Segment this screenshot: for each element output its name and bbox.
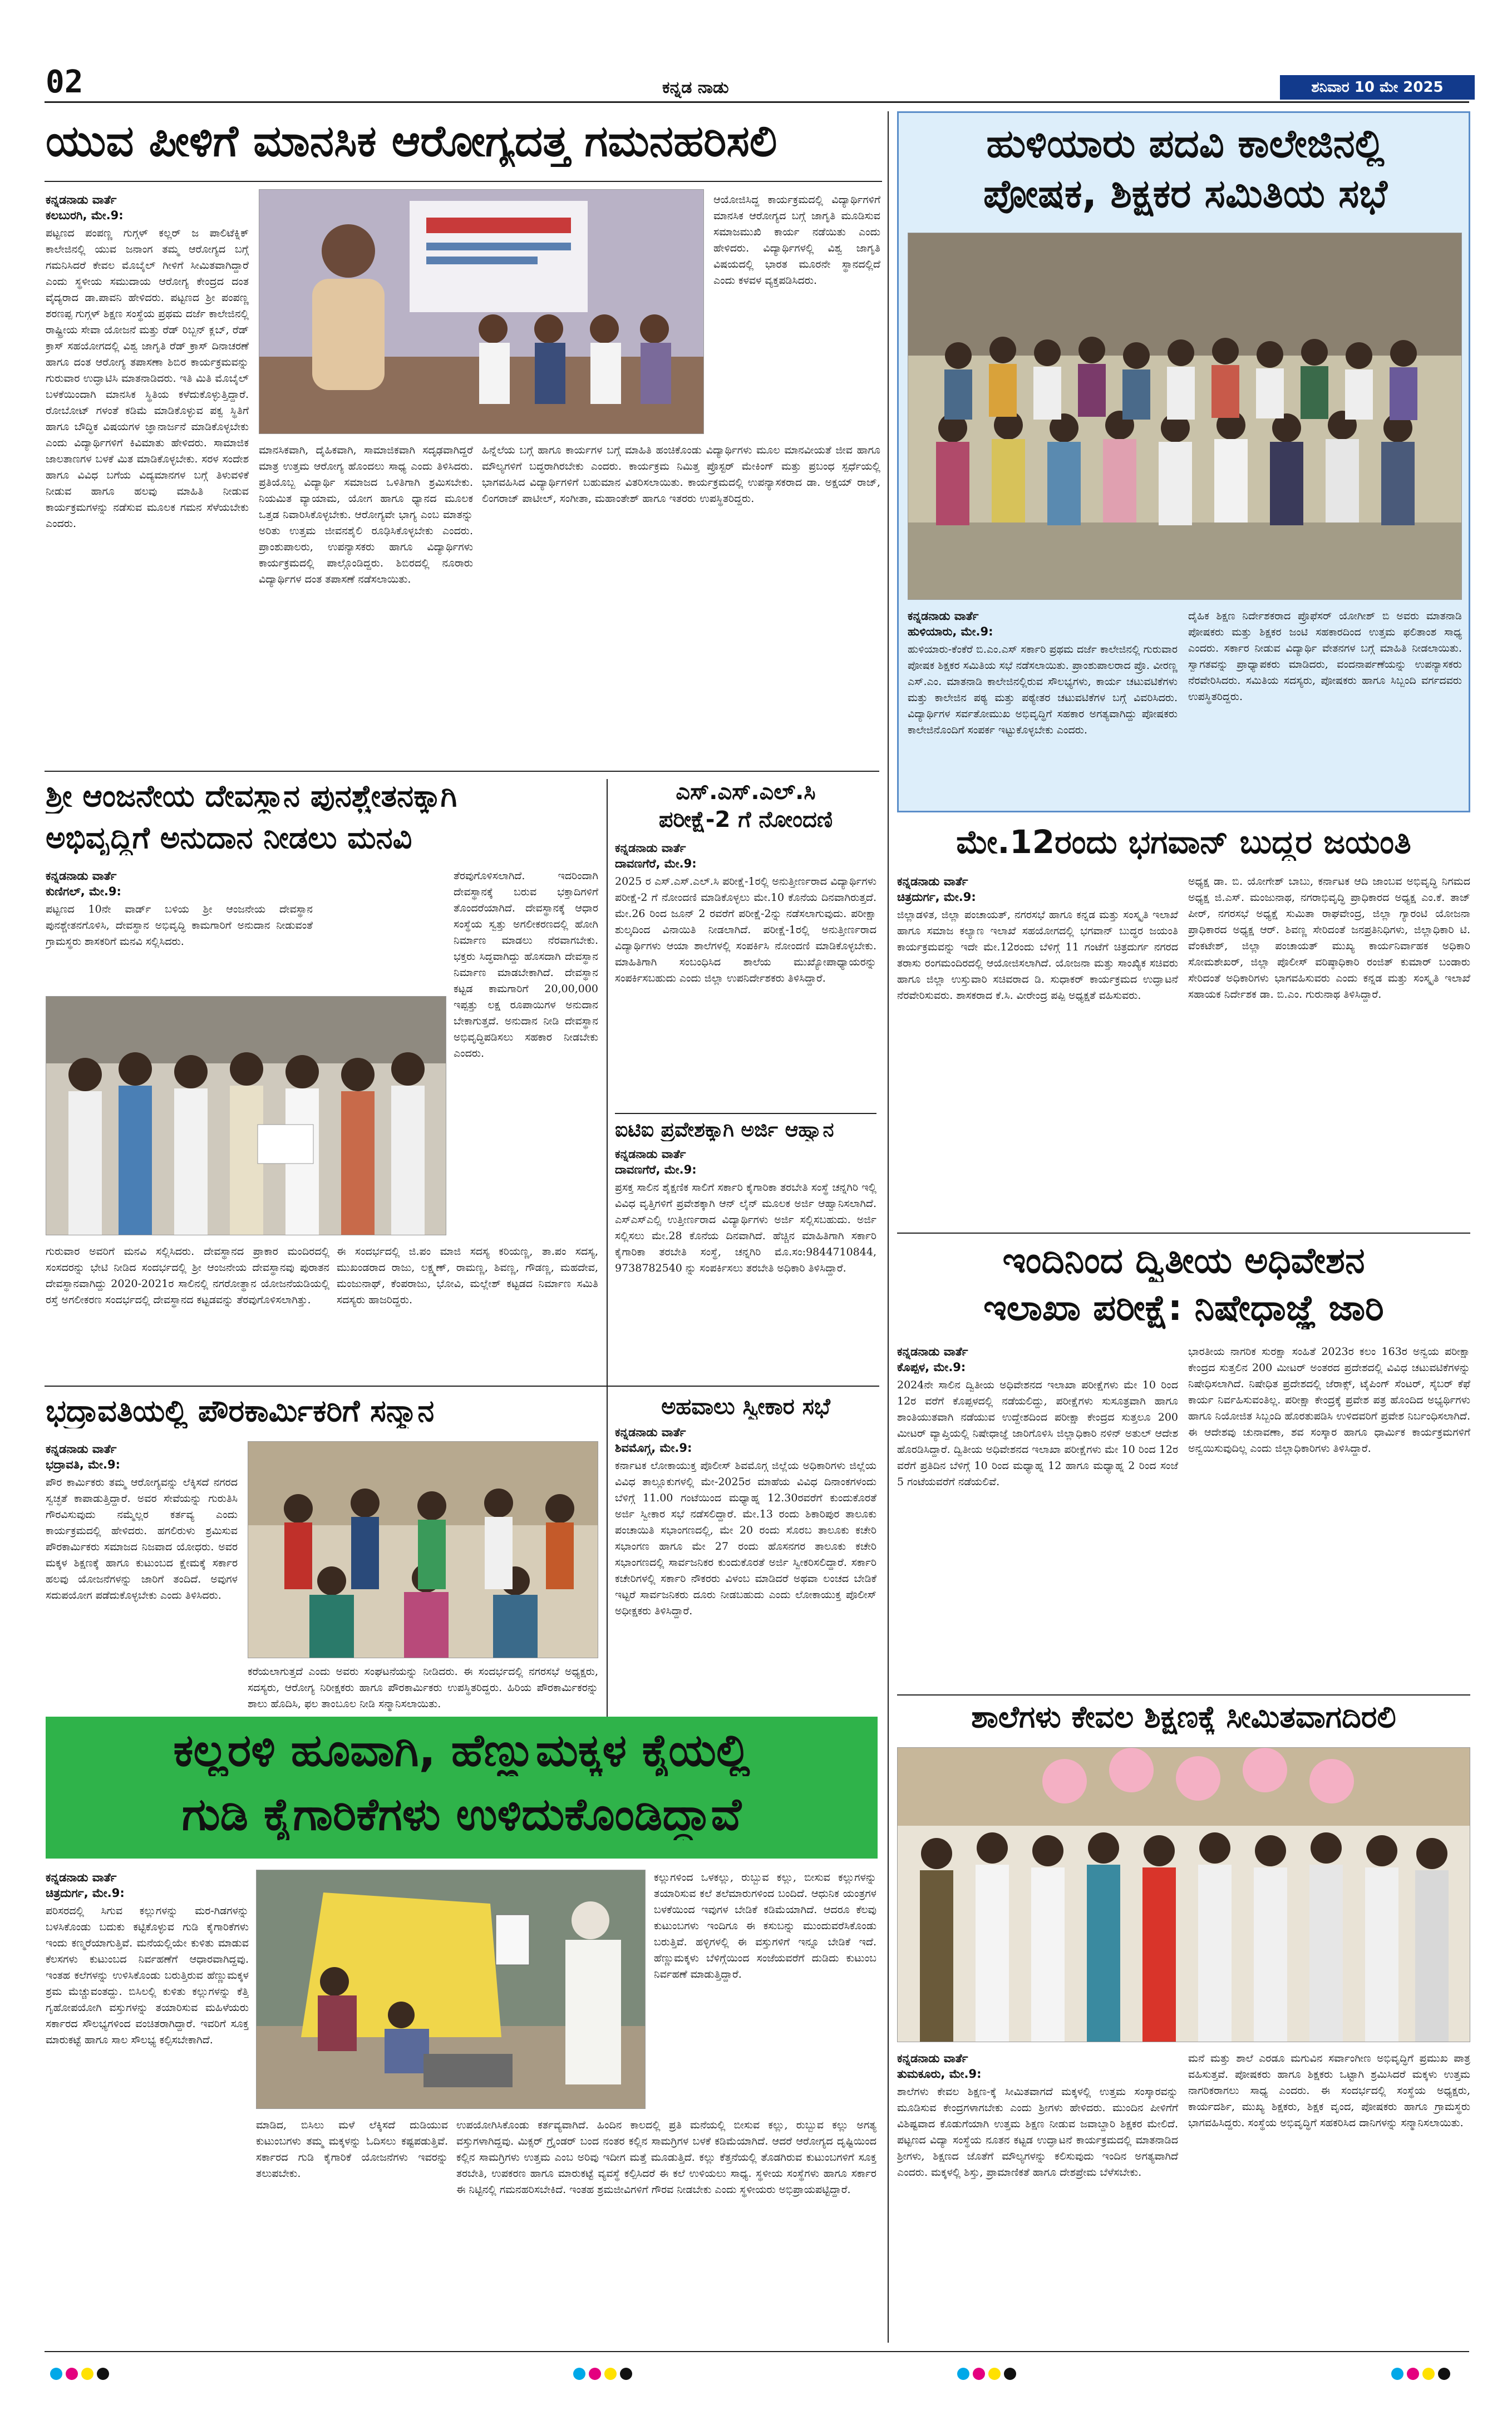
- dateline: ದಾವಣಗೆರೆ, ಮೇ.9:: [615, 857, 697, 870]
- huliyar-body-2: ದೈಹಿಕ ಶಿಕ್ಷಣ ನಿರ್ದೇಶಕರಾದ ಪ್ರೊಫೆಸರ್ ಯೋಗೀಶ್ ಬಿ ಅವರು ಮಾತನಾಡಿ ಪೋಷಕರು ಮತ್ತು ಶಿಕ್ಷಕರ ಜಂಟಿ ಸಹಕಾರದಿಂದ ಉತ್ತಮ ಫಲಿತಾಂಶ ಸಾಧ್ಯ ಎಂದರು. ಸರ್ಕಾರ ನೀಡುವ ವಿದ್ಯಾರ್ಥಿ ವೇತನಗಳ ಬಗ್ಗೆ ಮಾಹಿತಿ ನೀಡಲಾಯಿತು. ಸ್ವಾಗತವನ್ನು ಪ್ರಾಧ್ಯಾಪಕರು ಮಾಡಿದರು, ವಂದನಾರ್ಪಣೆಯನ್ನು ಉಪನ್ಯಾಸಕರು ನೆರವೇರಿಸಿದರು. ಸಮಿತಿಯ ಸದಸ್ಯರು, ಪೋಷಕರು ಹಾಗೂ ಸಿಬ್ಬಂದಿ ವರ್ಗದವರು ಉಪಸ್ಥಿತರಿದ್ದರು.: [1188, 610, 1462, 703]
- yellow-registration-dot: [604, 2368, 617, 2380]
- exam-body-1: 2024ನೇ ಸಾಲಿನ ದ್ವಿತೀಯ ಅಧಿವೇಶನದ ಇಲಾಖಾ ಪರೀಕ್ಷೆಗಳು ಮೇ 10 ರಿಂದ 12ರ ವರೆಗೆ ಕೊಪ್ಪಳದಲ್ಲಿ ನಡೆಯಲಿದ್ದು, ಪರೀಕ್ಷೆಗಳು ಸುಸೂತ್ರವಾಗಿ ಹಾಗೂ ಶಾಂತಿಯುತವಾಗಿ ನಡೆಯುವ ಉದ್ದೇಶದಿಂದ ಪರೀಕ್ಷಾ ಕೇಂದ್ರದ ಸುತ್ತಲೂ 200 ಮೀಟರ್ ವ್ಯಾಪ್ತಿಯಲ್ಲಿ ನಿಷೇಧಾಜ್ಞೆ ಜಾರಿಗೊಳಿಸಿ ಜಿಲ್ಲಾಧಿಕಾರಿ ನಳಿನ್ ಅತುಲ್ ಆದೇಶ ಹೊರಡಿಸಿದ್ದಾರೆ. ದ್ವಿತೀಯ ಅಧಿವೇಶನದ ಇಲಾಖಾ ಪರೀಕ್ಷೆಗಳು ಮೇ 10 ರಿಂದ 12ರ ವರೆಗೆ ಪ್ರತಿದಿನ ಬೆಳಿಗ್ಗೆ 10 ರಿಂದ ಮಧ್ಯಾಹ್ನ 12 ಹಾಗೂ ಮಧ್ಯಾಹ್ನ 2 ರಿಂದ ಸಂಜೆ 5 ಗಂಟೆಯವರೆಗೆ ನಡೆಯಲಿವೆ.: [897, 1379, 1178, 1488]
- buddha-body-2: ಅಧ್ಯಕ್ಷ ಡಾ. ಬಿ. ಯೋಗೇಶ್ ಬಾಬು, ಕರ್ನಾಟಕ ಆದಿ ಜಾಂಬವ ಅಭಿವೃದ್ಧಿ ನಿಗಮದ ಅಧ್ಯಕ್ಷ ಜಿ.ಎಸ್. ಮಂಜುನಾಥ, ನಗರಾಭಿವೃದ್ಧಿ ಪ್ರಾಧಿಕಾರದ ಅಧ್ಯಕ್ಷ ಎಂ.ಕೆ. ತಾಜ್ ಪೀರ್, ನಗರಸಭೆ ಅಧ್ಯಕ್ಷೆ ಸುಮಿತಾ ರಾಘವೇಂದ್ರ, ಜಿಲ್ಲಾ ಗ್ಯಾರಂಟಿ ಯೋಜನಾ ಪ್ರಾಧಿಕಾರದ ಅಧ್ಯಕ್ಷ ಆರ್. ಶಿವಣ್ಣ ಸೇರಿದಂತೆ ಜನಪ್ರತಿನಿಧಿಗಳು, ಜಿಲ್ಲಾಧಿಕಾರಿ ಟಿ. ವೆಂಕಟೇಶ್, ಜಿಲ್ಲಾ ಪಂಚಾಯತ್ ಮುಖ್ಯ ಕಾರ್ಯನಿರ್ವಾಹಕ ಅಧಿಕಾರಿ ಸೋಮಶೇಖರ್, ಜಿಲ್ಲಾ ಪೊಲೀಸ್ ವರಿಷ್ಠಾಧಿಕಾರಿ ರಂಜಿತ್ ಕುಮಾರ್ ಬಂಡಾರು ಸೇರಿದಂತೆ ಅಧಿಕಾರಿಗಳು ಭಾಗವಹಿಸುವರು ಎಂದು ಕನ್ನಡ ಮತ್ತು ಸಂಸ್ಕೃತಿ ಇಲಾಖೆ ಸಹಾಯಕ ನಿರ್ದೇಶಕ ಡಾ. ಬಿ.ಎಂ. ಗುರುನಾಥ ತಿಳಿಸಿದ್ದಾರೆ.: [1188, 875, 1470, 1001]
- report-body: ಕರ್ನಾಟಕ ಲೋಕಾಯುಕ್ತ ಪೊಲೀಸ್ ಶಿವಮೊಗ್ಗ ಜಿಲ್ಲೆಯ ಅಧಿಕಾರಿಗಳು ಜಿಲ್ಲೆಯ ವಿವಿಧ ತಾಲ್ಲೂಕುಗಳಲ್ಲಿ ಮೇ-2025ರ ಮಾಹೆಯ ವಿವಿಧ ದಿನಾಂಕಗಳಂದು ಬೆಳಿಗ್ಗೆ 11.00 ಗಂಟೆಯಿಂದ ಮಧ್ಯಾಹ್ನ 12.30ರವರೆಗೆ ಕುಂದುಕೊರತೆ ಅರ್ಜಿ ಸ್ವೀಕಾರ ಸಭೆ ನಡೆಸಲಿದ್ದಾರೆ. ಮೇ.13 ರಂದು ಶಿಕಾರಿಪುರ ತಾಲೂಕು ಪಂಚಾಯಿತಿ ಸಭಾಂಗಣದಲ್ಲಿ, ಮೇ 20 ರಂದು ಸೊರಬ ತಾಲೂಕು ಕಚೇರಿ ಸಭಾಂಗಣ ಹಾಗೂ ಮೇ 27 ರಂದು ಹೊಸನಗರ ತಾಲೂಕು ಕಚೇರಿ ಸಭಾಂಗಣದಲ್ಲಿ ಸಾರ್ವಜನಿಕರ ಕುಂದುಕೊರತೆ ಅರ್ಜಿ ಸ್ವೀಕರಿಸಲಿದ್ದಾರೆ. ಸರ್ಕಾರಿ ಕಚೇರಿಗಳಲ್ಲಿ ಸರ್ಕಾರಿ ನೌಕರರು ವಿಳಂಬ ಮಾಡಿದರೆ ಅಥವಾ ಲಂಚದ ಬೇಡಿಕೆ ಇಟ್ಟರೆ ಸಾರ್ವಜನಿಕರು ದೂರು ನೀಡಬಹುದು ಎಂದು ಲೋಕಾಯುಕ್ತ ಪೊಲೀಸ್ ಅಧೀಕ್ಷಕರು ತಿಳಿಸಿದ್ದಾರೆ.: [615, 1460, 876, 1617]
- exam-headline-2: ಇಲಾಖಾ ಪರೀಕ್ಷೆ: ನಿಷೇಧಾಜ್ಞೆ ಜಾರಿ: [983, 1288, 1384, 1329]
- exam-headline-1: ಇಂದಿನಿಂದ ದ್ವಿತೀಯ ಅಧಿವೇಶನ: [1002, 1241, 1365, 1282]
- pottery-byline: [46, 1870, 249, 1901]
- report-headline: ಅಹವಾಲು ಸ್ವೀಕಾರ ಸಭೆ: [661, 1394, 830, 1420]
- youth-body-2: ಆಯೋಜಿಸಿದ್ದ ಕಾರ್ಯಕ್ರಮದಲ್ಲಿ ವಿದ್ಯಾರ್ಥಿಗಳಿಗೆ ಮಾನಸಿಕ ಆರೋಗ್ಯದ ಬಗ್ಗೆ ಜಾಗೃತಿ ಮೂಡಿಸುವ ಸಮಾಜಮುಖಿ ಕಾರ್ಯ ನಡೆಯಿತು ಎಂದು ಹೇಳಿದರು. ವಿದ್ಯಾರ್ಥಿಗಳಲ್ಲಿ ವಿಶ್ವ ಜಾಗೃತಿ ವಿಷಯದಲ್ಲಿ ಭಾರತ ಮೂರನೇ ಸ್ಥಾನದಲ್ಲಿದೆ ಎಂದು ಕಳವಳ ವ್ಯಕ್ತಪಡಿಸಿದರು.: [713, 194, 880, 287]
- memorandum-photo-graphic: [46, 997, 446, 1235]
- bhadravathi-body-1: ಪೌರ ಕಾರ್ಮಿಕರು ತಮ್ಮ ಆರೋಗ್ಯವನ್ನು ಲೆಕ್ಕಿಸದೆ ನಗರದ ಸ್ವಚ್ಛತೆ ಕಾಪಾಡುತ್ತಿದ್ದಾರೆ. ಅವರ ಸೇವೆಯನ್ನು ಗುರುತಿಸಿ ಗೌರವಿಸುವುದು ನಮ್ಮೆಲ್ಲರ ಕರ್ತವ್ಯ ಎಂದು ಕಾರ್ಯಕ್ರಮದಲ್ಲಿ ಹೇಳಿದರು. ಹಗಲಿರುಳು ಶ್ರಮಿಸುವ ಪೌರಕಾರ್ಮಿಕರು ಸಮಾಜದ ನಿಜವಾದ ಯೋಧರು. ಅವರ ಮಕ್ಕಳ ಶಿಕ್ಷಣಕ್ಕೆ ಹಾಗೂ ಕುಟುಂಬದ ಕ್ಷೇಮಕ್ಕೆ ಸರ್ಕಾರ ಹಲವು ಯೋಜನೆಗಳನ್ನು ಜಾರಿಗೆ ತಂದಿದೆ. ಅವುಗಳ ಸದುಪಯೋಗ ಪಡೆದುಕೊಳ್ಳಬೇಕು ಎಂದು ತಿಳಿಸಿದರು.: [46, 1476, 238, 1601]
- black-registration-dot: [1004, 2368, 1016, 2380]
- youth-photo: [259, 189, 704, 434]
- header-rule: [45, 101, 1469, 103]
- byline: ಕನ್ನಡನಾಡು ವಾರ್ತೆ: [897, 1345, 968, 1358]
- registration-marks-left: [50, 2368, 117, 2380]
- iti-rule: [615, 1113, 876, 1114]
- yellow-registration-dot: [81, 2368, 93, 2380]
- huliyar-headline-1: ಹುಳಿಯಾರು ಪದವಿ ಕಾಲೇಜಿನಲ್ಲಿ: [986, 121, 1385, 166]
- dateline: ದಾವಣಗೆರೆ, ಮೇ.9:: [615, 1163, 697, 1176]
- pottery-headline-1: ಕಲ್ಲರಳಿ ಹೂವಾಗಿ, ಹೆಣ್ಣುಮಕ್ಕಳ ಕೈಯಲ್ಲಿ: [173, 1725, 750, 1776]
- bhadravathi-headline: ಭದ್ರಾವತಿಯಲ್ಲಿ ಪೌರಕಾರ್ಮಿಕರಿಗೆ ಸನ್ಮಾನ: [46, 1394, 435, 1428]
- cyan-registration-dot: [50, 2368, 62, 2380]
- dateline: ತುಮಕೂರು, ಮೇ.9:: [897, 2067, 982, 2081]
- mid-rule-left: [45, 771, 879, 772]
- youth-rule: [45, 181, 882, 182]
- page-header: [0, 0, 1512, 103]
- dateline: ಶಿವಮೊಗ್ಗ, ಮೇ.9:: [615, 1441, 692, 1455]
- anjaneya-body-3: ತೆರವುಗೊಳಿಸಲಾಗಿದೆ. ಇದರಿಂದಾಗಿ ದೇವಸ್ಥಾನಕ್ಕೆ ಬರುವ ಭಕ್ತಾದಿಗಳಿಗೆ ತೊಂದರೆಯಾಗಿದೆ. ದೇವಸ್ಥಾನಕ್ಕೆ ಆಧಾರ ಸಂಸ್ಥೆಯ ಸ್ವತ್ತು ಅಗಲೀಕರಣದಲ್ಲಿ ಹೋಗಿ ನಿರ್ಮಾಣ ಮಾಡಲು ನೆರವಾಗಬೇಕು. ಭಕ್ತರು ಸಿದ್ಧವಾಗಿದ್ದು ಹೊಸದಾಗಿ ದೇವಸ್ಥಾನ ನಿರ್ಮಾಣ ಮಾಡಬೇಕಾಗಿದೆ. ದೇವಸ್ಥಾನ ಕಟ್ಟಡ ಕಾಮಗಾರಿಗೆ 20,00,000 ಇಪ್ಪತ್ತು ಲಕ್ಷ ರೂಪಾಯಿಗಳ ಅನುದಾನ ಬೇಕಾಗುತ್ತದೆ. ಅನುದಾನ ನೀಡಿ ದೇವಸ್ಥಾನ ಅಭಿವೃದ್ಧಿಪಡಿಸಲು ಸಹಕಾರ ನೀಡಬೇಕು ಎಂದರು.: [454, 870, 598, 1059]
- schools-body-2: ಮನೆ ಮತ್ತು ಶಾಲೆ ಎರಡೂ ಮಗುವಿನ ಸರ್ವಾಂಗೀಣ ಅಭಿವೃದ್ಧಿಗೆ ಪ್ರಮುಖ ಪಾತ್ರ ವಹಿಸುತ್ತವೆ. ಪೋಷಕರು ಹಾಗೂ ಶಿಕ್ಷಕರು ಒಟ್ಟಾಗಿ ಶ್ರಮಿಸಿದರೆ ಮಕ್ಕಳು ಉತ್ತಮ ನಾಗರಿಕರಾಗಲು ಸಾಧ್ಯ ಎಂದರು. ಈ ಸಂದರ್ಭದಲ್ಲಿ ಸಂಸ್ಥೆಯ ಅಧ್ಯಕ್ಷರು, ಕಾರ್ಯದರ್ಶಿ, ಮುಖ್ಯ ಶಿಕ್ಷಕರು, ಶಿಕ್ಷಕ ವೃಂದ, ಪೋಷಕರು ಹಾಗೂ ಗ್ರಾಮಸ್ಥರು ಭಾಗವಹಿಸಿದ್ದರು. ಸಂಸ್ಥೆಯ ಅಭಿವೃದ್ಧಿಗೆ ಸಹಕರಿಸಿದ ದಾನಿಗಳನ್ನು ಸನ್ಮಾನಿಸಲಾಯಿತು.: [1188, 2052, 1470, 2129]
- huliyar-body-1: ಹುಳಿಯಾರು-ಕೆಂಕೆರೆ ಬಿ.ಎಂ.ಎಸ್ ಸರ್ಕಾರಿ ಪ್ರಥಮ ದರ್ಜೆ ಕಾಲೇಜಿನಲ್ಲಿ ಗುರುವಾರ ಪೋಷಕ ಶಿಕ್ಷಕರ ಸಮಿತಿಯ ಸಭೆ ನಡೆಸಲಾಯಿತು. ಪ್ರಾಂಶುಪಾಲರಾದ ಪ್ರೊ. ವೀರಣ್ಣ ಎಸ್.ಎಂ. ಮಾತನಾಡಿ ಕಾಲೇಜಿನಲ್ಲಿರುವ ಸೌಲಭ್ಯಗಳು, ಕಾರ್ಯ ಚಟುವಟಿಕೆಗಳು ಮತ್ತು ಕಾಲೇಜಿನ ಪಠ್ಯ ಮತ್ತು ಪಠ್ಯೇತರ ಚಟುವಟಿಕೆಗಳ ಬಗ್ಗೆ ವಿವರಿಸಿದರು. ವಿದ್ಯಾರ್ಥಿಗಳ ಸರ್ವತೋಮುಖ ಅಭಿವೃದ್ಧಿಗೆ ಸಹಕಾರ ಅಗತ್ಯವಾಗಿದ್ದು ಪೋಷಕರು ಕಾಲೇಜಿನೊಂದಿಗೆ ಸಂಪರ್ಕ ಇಟ್ಟುಕೊಳ್ಳಬೇಕು ಎಂದರು.: [908, 643, 1178, 736]
- iti-body: ಪ್ರಸಕ್ತ ಸಾಲಿನ ಶೈಕ್ಷಣಿಕ ಸಾಲಿಗೆ ಸರ್ಕಾರಿ ಕೈಗಾರಿಕಾ ತರಬೇತಿ ಸಂಸ್ಥೆ ಚನ್ನಗಿರಿ ಇಲ್ಲಿ ವಿವಿಧ ವೃತ್ತಿಗಳಿಗೆ ಪ್ರವೇಶಕ್ಕಾಗಿ ಆನ್ ಲೈನ್ ಮೂಲಕ ಅರ್ಜಿ ಆಹ್ವಾನಿಸಲಾಗಿದೆ. ಎಸ್ಎಸ್ಎಲ್ಸಿ ಉತ್ತೀರ್ಣರಾದ ವಿದ್ಯಾರ್ಥಿಗಳು ಅರ್ಜಿ ಸಲ್ಲಿಸಬಹುದು. ಅರ್ಜಿ ಸಲ್ಲಿಸಲು ಮೇ.28 ಕೊನೆಯ ದಿನವಾಗಿದೆ. ಹೆಚ್ಚಿನ ಮಾಹಿತಿಗಾಗಿ ಸರ್ಕಾರಿ ಕೈಗಾರಿಕಾ ತರಬೇತಿ ಸಂಸ್ಥೆ, ಚನ್ನಗಿರಿ ಮೊ.ಸಂ:9844710844, 9738782540 ನ್ನು ಸಂಪರ್ಕಿಸಲು ತರಬೇತಿ ಅಧಿಕಾರಿ ತಿಳಿಸಿದ್ದಾರೆ.: [615, 1181, 876, 1274]
- school-inauguration-photo-graphic: [898, 1748, 1470, 2042]
- exam-body-2: ಭಾರತೀಯ ನಾಗರಿಕ ಸುರಕ್ಷಾ ಸಂಹಿತೆ 2023ರ ಕಲಂ 163ರ ಅನ್ವಯ ಪರೀಕ್ಷಾ ಕೇಂದ್ರದ ಸುತ್ತಲಿನ 200 ಮೀಟರ್ ಅಂತರದ ಪ್ರದೇಶದಲ್ಲಿ ವಿವಿಧ ಚಟುವಟಿಕೆಗಳನ್ನು ನಿಷೇಧಿಸಲಾಗಿದೆ. ನಿಷೇಧಿತ ಪ್ರದೇಶದಲ್ಲಿ ಜೆರಾಕ್ಸ್, ಟೈಪಿಂಗ್ ಸೆಂಟರ್, ಸೈಬರ್ ಕೆಫೆ ಕಾರ್ಯ ನಿರ್ವಹಿಸುವಂತಿಲ್ಲ. ಪರೀಕ್ಷಾ ಕೇಂದ್ರಕ್ಕೆ ಪ್ರವೇಶ ಪತ್ರ ಹೊಂದಿದ ಅಭ್ಯರ್ಥಿಗಳು ಹಾಗೂ ನಿಯೋಜಿತ ಸಿಬ್ಬಂದಿ ಹೊರತುಪಡಿಸಿ ಉಳಿದವರಿಗೆ ಪ್ರವೇಶ ನಿರ್ಬಂಧಿಸಲಾಗಿದೆ. ಈ ಆದೇಶವು ಚುನಾವಣಾ, ಶವ ಸಂಸ್ಕಾರ ಹಾಗೂ ಧಾರ್ಮಿಕ ಕಾರ್ಯಕ್ರಮಗಳಿಗೆ ಅನ್ವಯಿಸುವುದಿಲ್ಲ ಎಂದು ಜಿಲ್ಲಾಧಿಕಾರಿಗಳು ತಿಳಿಸಿದ್ದಾರೆ.: [1188, 1346, 1470, 1455]
- stone-work-photo-graphic: [257, 1870, 646, 2109]
- black-registration-dot: [1438, 2368, 1450, 2380]
- pottery-body-3: ಮಾಡಿದ, ಬಿಸಿಲು ಮಳೆ ಲೆಕ್ಕಿಸದೆ ದುಡಿಯುವ ಕುಟುಂಬಗಳು ತಮ್ಮ ಮಕ್ಕಳನ್ನು ಓದಿಸಲು ಕಷ್ಟಪಡುತ್ತಿವೆ. ಸರ್ಕಾರದ ಗುಡಿ ಕೈಗಾರಿಕೆ ಯೋಜನೆಗಳು ಇವರನ್ನು ತಲುಪಬೇಕು.: [256, 2119, 448, 2180]
- dateline: ಕೊಪ್ಪಳ, ಮೇ.9:: [897, 1361, 966, 1374]
- report-byline: [615, 1425, 876, 1456]
- yellow-registration-dot: [1422, 2368, 1435, 2380]
- byline: ಕನ್ನಡನಾಡು ವಾರ್ತೆ: [615, 1147, 686, 1161]
- bhadravathi-byline: [46, 1441, 238, 1472]
- schools-photo: [897, 1747, 1470, 2042]
- pottery-headline-2: ಗುಡಿ ಕೈಗಾರಿಕೆಗಳು ಉಳಿದುಕೊಂಡಿದ್ದಾವೆ: [181, 1789, 742, 1840]
- bhadravathi-photo: [248, 1441, 598, 1658]
- dateline: ಚಿತ್ರದುರ್ಗ, ಮೇ.9:: [46, 1886, 125, 1900]
- pottery-headline-band: [46, 1717, 878, 1859]
- yellow-registration-dot: [988, 2368, 1001, 2380]
- cyan-registration-dot: [573, 2368, 585, 2380]
- mid-rule-2: [45, 1386, 879, 1387]
- cyan-registration-dot: [1391, 2368, 1403, 2380]
- iti-headline: ಐಟಿಐ ಪ್ರವೇಶಕ್ಕಾಗಿ ಅರ್ಜಿ ಆಹ್ವಾನ: [615, 1118, 834, 1141]
- issue-date: ಶನಿವಾರ 10 ಮೇ 2025: [1280, 75, 1475, 100]
- youth-body-3: ಮಾನಸಿಕವಾಗಿ, ದೈಹಿಕವಾಗಿ, ಸಾಮಾಜಿಕವಾಗಿ ಸದೃಢವಾಗಿದ್ದರೆ ಮಾತ್ರ ಉತ್ತಮ ಆರೋಗ್ಯ ಹೊಂದಲು ಸಾಧ್ಯ ಎಂದು ತಿಳಿಸಿದರು. ಪ್ರತಿಯೊಬ್ಬ ವಿದ್ಯಾರ್ಥಿ ಸಮಾಜದ ಒಳಿತಿಗಾಗಿ ಶ್ರಮಿಸಬೇಕು. ನಿಯಮಿತ ವ್ಯಾಯಾಮ, ಯೋಗ ಹಾಗೂ ಧ್ಯಾನದ ಮೂಲಕ ಒತ್ತಡ ನಿವಾರಿಸಿಕೊಳ್ಳಬೇಕು. ಆರೋಗ್ಯವೇ ಭಾಗ್ಯ ಎಂಬ ಮಾತನ್ನು ಅರಿತು ಉತ್ತಮ ಜೀವನಶೈಲಿ ರೂಢಿಸಿಕೊಳ್ಳಬೇಕು ಎಂದರು. ಪ್ರಾಂಶುಪಾಲರು, ಉಪನ್ಯಾಸಕರು ಹಾಗೂ ವಿದ್ಯಾರ್ಥಿಗಳು ಕಾರ್ಯಕ್ರಮದಲ್ಲಿ ಪಾಲ್ಗೊಂಡಿದ್ದರು. ಶಿಬಿರದಲ್ಲಿ ನೂರಾರು ವಿದ್ಯಾರ್ಥಿಗಳ ದಂತ ತಪಾಸಣೆ ನಡೆಸಲಾಯಿತು.: [259, 444, 473, 585]
- anjaneya-byline: [46, 868, 313, 899]
- bhadravathi-body-2: ಕರೆಯಲಾಗುತ್ತದೆ ಎಂದು ಅವರು ಸಂಘಟನೆಯನ್ನು ನೀಡಿದರು. ಈ ಸಂದರ್ಭದಲ್ಲಿ ನಗರಸಭೆ ಅಧ್ಯಕ್ಷರು, ಸದಸ್ಯರು, ಆರೋಗ್ಯ ನಿರೀಕ್ಷಕರು ಹಾಗೂ ಪೌರಕಾರ್ಮಿಕರು ಉಪಸ್ಥಿತರಿದ್ದರು. ಹಿರಿಯ ಪೌರಕಾರ್ಮಿಕರನ್ನು ಶಾಲು ಹೊದಿಸಿ, ಫಲ ತಾಂಬೂಲ ನೀಡಿ ಸನ್ಮಾನಿಸಲಾಯಿತು.: [248, 1665, 598, 1710]
- buddha-byline: [897, 874, 1175, 905]
- seminar-photo-graphic: [259, 190, 704, 434]
- footer-rule: [45, 2351, 1469, 2352]
- dateline: ಭದ್ರಾವತಿ, ಮೇ.9:: [46, 1458, 120, 1471]
- byline: ಕನ್ನಡನಾಡು ವಾರ್ತೆ: [897, 875, 968, 888]
- exam-byline: [897, 1344, 1175, 1375]
- col-rule-1: [607, 779, 608, 1725]
- dateline: ಕಲಬುರಗಿ, ಮೇ.9:: [46, 209, 124, 222]
- group-photo-graphic: [908, 233, 1462, 600]
- registration-marks-center: [573, 2368, 640, 2380]
- registration-marks-right: [1391, 2368, 1458, 2380]
- huliyar-byline: [908, 608, 1075, 639]
- black-registration-dot: [620, 2368, 632, 2380]
- byline: ಕನ್ನಡನಾಡು ವಾರ್ತೆ: [615, 1426, 686, 1439]
- dateline: ಕುಣಿಗಲ್, ಮೇ.9:: [46, 885, 121, 898]
- byline: ಕನ್ನಡನಾಡು ವಾರ್ತೆ: [897, 2052, 968, 2065]
- schools-body-1: ಶಾಲೆಗಳು ಕೇವಲ ಶಿಕ್ಷಣ-ಕ್ಕೆ ಸೀಮಿತವಾಗದೆ ಮಕ್ಕಳಲ್ಲಿ ಉತ್ತಮ ಸಂಸ್ಕಾರವನ್ನು ಮೂಡಿಸುವ ಕೇಂದ್ರಗಳಾಗಬೇಕು ಎಂದು ಶ್ರೀಗಳು ಹೇಳಿದರು. ಮುಂದಿನ ಪೀಳಿಗೆಗೆ ವಿಶಿಷ್ಟವಾದ ಕೊಡುಗೆಯಾಗಿ ಉತ್ತಮ ಶಿಕ್ಷಣ ನೀಡುವ ಜವಾಬ್ದಾರಿ ಶಿಕ್ಷಕರ ಮೇಲಿದೆ. ಪಟ್ಟಣದ ವಿದ್ಯಾ ಸಂಸ್ಥೆಯ ನೂತನ ಕಟ್ಟಡ ಉದ್ಘಾಟನೆ ಕಾರ್ಯಕ್ರಮದಲ್ಲಿ ಮಾತನಾಡಿದ ಶ್ರೀಗಳು, ಶಿಕ್ಷಣದ ಜೊತೆಗೆ ಮೌಲ್ಯಗಳನ್ನು ಕಲಿಸುವುದು ಇಂದಿನ ಅಗತ್ಯವಾಗಿದೆ ಎಂದರು. ಮಕ್ಕಳಲ್ಲಿ ಶಿಸ್ತು, ಪ್ರಾಮಾಣಿಕತೆ ಹಾಗೂ ದೇಶಪ್ರೇಮ ಬೆಳೆಸಬೇಕು.: [897, 2086, 1178, 2179]
- dateline: ಹುಳಿಯಾರು, ಮೇ.9:: [908, 625, 993, 638]
- byline: ಕನ್ನಡನಾಡು ವಾರ್ತೆ: [46, 1871, 117, 1884]
- anjaneya-body-4: ಈ ಸಂದರ್ಭದಲ್ಲಿ ಜಿ.ಪಂ ಮಾಜಿ ಸದಸ್ಯ ಕರಿಯಣ್ಣ, ತಾ.ಪಂ ಸದಸ್ಯ, ಮುಖಂಡರಾದ ರಾಜು, ಲಕ್ಷ್ಮಣ್, ರಾಮಣ್ಣ, ಶಿವಣ್ಣ, ಗೌಡಣ್ಣ, ಮಹದೇವ, ಮಂಜುನಾಥ್, ಕೆಂಪರಾಜು, ಭೋವಿ, ಮಲ್ಲೇಶ್ ಕಟ್ಟಡದ ನಿರ್ಮಾಣ ಸಮಿತಿ ಸದಸ್ಯರು ಹಾಜರಿದ್ದರು.: [337, 1245, 598, 1306]
- exam-rule: [897, 1233, 1470, 1234]
- sslc-byline: [615, 840, 876, 871]
- youth-byline: [46, 192, 249, 223]
- pottery-body-1: ಪರಿಸರದಲ್ಲಿ ಸಿಗುವ ಕಲ್ಲುಗಳನ್ನು ಮರ-ಗಿಡಗಳನ್ನು ಬಳಸಿಕೊಂಡು ಬದುಕು ಕಟ್ಟಿಕೊಳ್ಳುವ ಗುಡಿ ಕೈಗಾರಿಕೆಗಳು ಇಂದು ಕಣ್ಮರೆಯಾಗುತ್ತಿವೆ. ಮನೆಯಲ್ಲಿಯೇ ಕುಳಿತು ಮಾಡುವ ಕೆಲಸಗಳು ಕುಟುಂಬದ ನಿರ್ವಹಣೆಗೆ ಆಧಾರವಾಗಿದ್ದವು. ಇಂತಹ ಕಲೆಗಳನ್ನು ಉಳಿಸಿಕೊಂಡು ಬರುತ್ತಿರುವ ಹೆಣ್ಣುಮಕ್ಕಳ ಶ್ರಮ ಮೆಚ್ಚುವಂತದ್ದು. ಬಿಸಿಲಲ್ಲಿ ಕುಳಿತು ಕಲ್ಲುಗಳನ್ನು ಕೆತ್ತಿ ಗೃಹೋಪಯೋಗಿ ವಸ್ತುಗಳನ್ನು ತಯಾರಿಸುವ ಮಹಿಳೆಯರು ಸರ್ಕಾರದ ಸೌಲಭ್ಯಗಳಿಂದ ವಂಚಿತರಾಗಿದ್ದಾರೆ. ಇವರಿಗೆ ಸೂಕ್ತ ಮಾರುಕಟ್ಟೆ ಹಾಗೂ ಸಾಲ ಸೌಲಭ್ಯ ಕಲ್ಪಿಸಬೇಕಾಗಿದೆ.: [46, 1905, 249, 2046]
- page-number: 02: [46, 64, 83, 100]
- byline: ಕನ್ನಡನಾಡು ವಾರ್ತೆ: [615, 841, 686, 855]
- byline: ಕನ್ನಡನಾಡು ವಾರ್ತೆ: [46, 1442, 117, 1456]
- magenta-registration-dot: [66, 2368, 78, 2380]
- byline: ಕನ್ನಡನಾಡು ವಾರ್ತೆ: [908, 609, 979, 623]
- anjaneya-headline-1: ಶ್ರೀ ಆಂಜನೇಯ ದೇವಸ್ಥಾನ ಪುನಶ್ಚೇತನಕ್ಕಾಗಿ: [46, 779, 457, 814]
- buddha-body-1: ಜಿಲ್ಲಾಡಳಿತ, ಜಿಲ್ಲಾ ಪಂಚಾಯತ್, ನಗರಸಭೆ ಹಾಗೂ ಕನ್ನಡ ಮತ್ತು ಸಂಸ್ಕೃತಿ ಇಲಾಖೆ ಹಾಗೂ ಸಮಾಜ ಕಲ್ಯಾಣ ಇಲಾಖೆ ಸಹಯೋಗದಲ್ಲಿ ಭಗವಾನ್ ಬುದ್ಧರ ಜಯಂತಿ ಕಾರ್ಯಕ್ರಮವನ್ನು ಇದೇ ಮೇ.12ರಂದು ಬೆಳಿಗ್ಗೆ 11 ಗಂಟೆಗೆ ಚಿತ್ರದುರ್ಗ ನಗರದ ತರಾಸು ರಂಗಮಂದಿರದಲ್ಲಿ ಆಯೋಜಿಸಲಾಗಿದೆ. ಯೋಜನಾ ಮತ್ತು ಸಾಂಖ್ಯಿಕ ಸಚಿವರು ಹಾಗೂ ಜಿಲ್ಲಾ ಉಸ್ತುವಾರಿ ಸಚಿವರಾದ ಡಿ. ಸುಧಾಕರ್ ಕಾರ್ಯಕ್ರಮದ ಉದ್ಘಾಟನೆ ನೆರವೇರಿಸುವರು. ಶಾಸಕರಾದ ಕೆ.ಸಿ. ವೀರೇಂದ್ರ ಪಪ್ಪಿ ಅಧ್ಯಕ್ಷತೆ ವಹಿಸುವರು.: [897, 909, 1178, 1002]
- byline: ಕನ್ನಡನಾಡು ವಾರ್ತೆ: [46, 869, 117, 883]
- sslc-headline-1: ಎಸ್.ಎಸ್.ಎಲ್.ಸಿ: [676, 779, 816, 805]
- black-registration-dot: [97, 2368, 109, 2380]
- magenta-registration-dot: [1407, 2368, 1419, 2380]
- buddha-headline: ಮೇ.12ರಂದು ಭಗವಾನ್ ಬುದ್ಧರ ಜಯಂತಿ: [956, 824, 1411, 861]
- registration-marks-center-right: [957, 2368, 1024, 2380]
- schools-rule: [897, 1694, 1470, 1696]
- sslc-headline-2: ಪರೀಕ್ಷೆ-2 ಗೆ ನೋಂದಣಿ: [658, 807, 833, 832]
- schools-headline: ಶಾಲೆಗಳು ಕೇವಲ ಶಿಕ್ಷಣಕ್ಕೆ ಸೀಮಿತವಾಗದಿರಲಿ: [971, 1700, 1396, 1734]
- sslc-body: 2025 ರ ಎಸ್.ಎಸ್.ಎಲ್.ಸಿ ಪರೀಕ್ಷೆ-1ರಲ್ಲಿ ಅನುತ್ತೀರ್ಣರಾದ ವಿದ್ಯಾರ್ಥಿಗಳು ಪರೀಕ್ಷೆ-2 ಗೆ ನೋಂದಣಿ ಮಾಡಿಕೊಳ್ಳಲು ಮೇ.10 ಕೊನೆಯ ದಿನವಾಗಿರುತ್ತದೆ. ಮೇ.26 ರಿಂದ ಜೂನ್ 2 ರವರೆಗೆ ಪರೀಕ್ಷೆ-2ನ್ನು ನಡೆಸಲಾಗುವುದು. ಪರೀಕ್ಷಾ ಶುಲ್ಕದಿಂದ ವಿನಾಯಿತಿ ನೀಡಲಾಗಿದೆ. ಪರೀಕ್ಷೆ-1ರಲ್ಲಿ ಅನುತ್ತೀರ್ಣರಾದ ವಿದ್ಯಾರ್ಥಿಗಳು ಆಯಾ ಶಾಲೆಗಳಲ್ಲಿ ಸಂಪರ್ಕಿಸಿ ನೋಂದಣಿ ಮಾಡಿಕೊಳ್ಳಬೇಕು. ಮಾಹಿತಿಗಾಗಿ ಸಂಬಂಧಿಸಿದ ಶಾಲೆಯ ಮುಖ್ಯೋಪಾಧ್ಯಾಯರನ್ನು ಸಂಪರ್ಕಿಸಬಹುದು ಎಂದು ಜಿಲ್ಲಾ ಉಪನಿರ್ದೇಶಕರು ತಿಳಿಸಿದ್ದಾರೆ.: [615, 875, 876, 984]
- youth-body-4: ಹಿನ್ನೆಲೆಯ ಬಗ್ಗೆ ಹಾಗೂ ಕಾರ್ಯಗಳ ಬಗ್ಗೆ ಮಾಹಿತಿ ಹಂಚಿಕೊಂಡು ವಿದ್ಯಾರ್ಥಿಗಳು ಮೂಲ ಮಾನವೀಯತೆ ಜೀವ ಹಾಗೂ ಮೌಲ್ಯಗಳಿಗೆ ಬದ್ಧರಾಗಿರಬೇಕು ಎಂದರು. ಕಾರ್ಯಕ್ರಮ ನಿಮಿತ್ತ ಪ್ರೊಸ್ಟರ್ ಮೇಕಿಂಗ್ ಮತ್ತು ಪ್ರಬಂಧ ಸ್ಪರ್ಧೆಯಲ್ಲಿ ಭಾಗವಹಿಸಿದ ವಿದ್ಯಾರ್ಥಿಗಳಿಗೆ ಬಹುಮಾನ ವಿತರಿಸಲಾಯಿತು. ಕಾರ್ಯಕ್ರಮದಲ್ಲಿ ಉಪನ್ಯಾಸಕರಾದ ಡಾ. ಅಕ್ಷಯ್ ರಾಜ್, ಲಿಂಗರಾಜ್ ಪಾಟೀಲ್, ಸಂಗೀತಾ, ಮಹಾಂತೇಶ್ ಹಾಗೂ ಇತರರು ಉಪಸ್ಥಿತರಿದ್ದರು.: [482, 444, 880, 505]
- cyan-registration-dot: [957, 2368, 969, 2380]
- magenta-registration-dot: [589, 2368, 601, 2380]
- col-rule-2: [888, 111, 889, 2343]
- anjaneya-headline-2: ಅಭಿವೃದ್ಧಿಗೆ ಅನುದಾನ ನೀಡಲು ಮನವಿ: [46, 821, 412, 855]
- huliyar-photo: [908, 233, 1462, 600]
- pottery-body-2: ಕಲ್ಲುಗಳಿಂದ ಒಳಕಲ್ಲು, ರುಬ್ಬುವ ಕಲ್ಲು, ಬೀಸುವ ಕಲ್ಲುಗಳನ್ನು ತಯಾರಿಸುವ ಕಲೆ ತಲೆಮಾರುಗಳಿಂದ ಬಂದಿದೆ. ಆಧುನಿಕ ಯಂತ್ರಗಳ ಬಳಕೆಯಿಂದ ಇವುಗಳ ಬೇಡಿಕೆ ಕಡಿಮೆಯಾಗಿದೆ. ಆದರೂ ಕೆಲವು ಕುಟುಂಬಗಳು ಇಂದಿಗೂ ಈ ಕಸುಬನ್ನು ಮುಂದುವರೆಸಿಕೊಂಡು ಬರುತ್ತಿವೆ. ಹಳ್ಳಿಗಳಲ್ಲಿ ಈ ವಸ್ತುಗಳಿಗೆ ಇನ್ನೂ ಬೇಡಿಕೆ ಇದೆ. ಹೆಣ್ಣುಮಕ್ಕಳು ಬೆಳಿಗ್ಗೆಯಿಂದ ಸಂಜೆಯವರೆಗೆ ದುಡಿದು ಕುಟುಂಬ ನಿರ್ವಹಣೆ ಮಾಡುತ್ತಿದ್ದಾರೆ.: [654, 1871, 876, 1980]
- anjaneya-body-1: ಪಟ್ಟಣದ 10ನೇ ವಾರ್ಡ್ ಬಳಿಯ ಶ್ರೀ ಆಂಜನೇಯ ದೇವಸ್ಥಾನ ಪುನಶ್ಚೇತನಗೊಳಿಸಿ, ದೇವಸ್ಥಾನ ಅಭಿವೃದ್ಧಿ ಕಾಮಗಾರಿಗೆ ಅನುದಾನ ನೀಡುವಂತೆ ಗ್ರಾಮಸ್ಥರು ಶಾಸಕರಿಗೆ ಮನವಿ ಸಲ್ಲಿಸಿದರು.: [46, 903, 313, 948]
- masthead: ಕನ್ನಡ ನಾಡು: [662, 78, 729, 97]
- huliyar-box: [897, 111, 1470, 812]
- magenta-registration-dot: [973, 2368, 985, 2380]
- dateline: ಚಿತ್ರದುರ್ಗ, ಮೇ.9:: [897, 890, 976, 904]
- iti-byline: [615, 1146, 876, 1177]
- youth-body-1: ಪಟ್ಟಣದ ಪಂಪಣ್ಣ ಗುಗ್ಗಳ್ ಕಲ್ಲರ್ ಜ ಪಾಲಿಟೆಕ್ನಿಕ್ ಕಾಲೇಜಿನಲ್ಲಿ ಯುವ ಜನಾಂಗ ತಮ್ಮ ಆರೋಗ್ಯದ ಬಗ್ಗೆ ಗಮನಿಸಿದರೆ ಕೇವಲ ಮೊಬೈಲ್ ಗೀಳಿಗೆ ಸೀಮಿತವಾಗಿದ್ದಾರೆ ಎಂದು ಸ್ಥಳೀಯ ಸಮುದಾಯ ಆರೋಗ್ಯ ಕೇಂದ್ರದ ದಂತ ವೈದ್ಯರಾದ ಡಾ.ಪಾವನಿ ಹೇಳಿದರು. ಪಟ್ಟಣದ ಶ್ರೀ ಪಂಪಣ್ಣ ಶರಣಪ್ಪ ಗುಗ್ಗಳ್ ಶಿಕ್ಷಣ ಸಂಸ್ಥೆಯ ಪ್ರಥಮ ದರ್ಜೆ ಕಾಲೇಜಿನಲ್ಲಿ ರಾಷ್ಟ್ರೀಯ ಸೇವಾ ಯೋಜನೆ ಮತ್ತು ರೆಡ್ ರಿಬ್ಬನ್ ಕ್ಲಬ್, ರೆಡ್ ಕ್ರಾಸ್ ಸಹಯೋಗದಲ್ಲಿ ವಿಶ್ವ ಜಾಗೃತಿ ರೆಡ್ ಕ್ರಾಸ್ ದಿನಾಚರಣೆ ಹಾಗೂ ದಂತ ಆರೋಗ್ಯ ತಪಾಸಣಾ ಶಿಬಿರ ಕಾರ್ಯಕ್ರಮವನ್ನು ಗುರುವಾರ ಉದ್ಘಾಟಿಸಿ ಮಾತನಾಡಿದರು. ಇತಿ ಮಿತಿ ಮೊಬೈಲ್ ಬಳಕೆಯಿಂದಾಗಿ ಮಾನಸಿಕ ಸ್ಥಿತಿಯ ಕಳೆದುಕೊಳ್ಳುತ್ತಿದ್ದಾರೆ. ರೋಬೋಟ್ ಗಳಂತೆ ಕಡಿಮೆ ಮಾಡಿಕೊಳ್ಳುವ ಪಕ್ವ ಸ್ಥಿತಿಗೆ ಹಾಗೂ ಬೌದ್ಧಿಕ ವಿಷಯಗಳ ಜ್ಞಾನಾರ್ಜನೆ ಮಾಡಿಕೊಳ್ಳಬೇಕು ಎಂದು ವಿದ್ಯಾರ್ಥಿಗಳಿಗೆ ಕಿವಿಮಾತು ಹೇಳಿದರು. ಸಾಮಾಜಿಕ ಜಾಲತಾಣಗಳ ಬಳಕೆ ಮಿತ ಮಾಡಿಕೊಳ್ಳಬೇಕು. ಸರಳ ಸಂದೇಶ ಹಾಗೂ ವಿವಿಧ ಬಗೆಯ ವಿದ್ಯಮಾನಗಳ ಬಗ್ಗೆ ತಿಳುವಳಿಕೆ ನೀಡುವ ಹಾಗೂ ಹಲವು ಮಾಹಿತಿ ನೀಡುವ ಕಾರ್ಯಕ್ರಮಗಳನ್ನು ನಡೆಸುವ ಮೂಲಕ ಗಮನ ಸೆಳೆಯಬೇಕು ಎಂದರು.: [46, 227, 249, 530]
- pottery-body-4: ಉಪಯೋಗಿಸಿಕೊಂಡು ಕರ್ತವ್ಯವಾಗಿದೆ. ಹಿಂದಿನ ಕಾಲದಲ್ಲಿ ಪ್ರತಿ ಮನೆಯಲ್ಲಿ ಬೀಸುವ ಕಲ್ಲು, ರುಬ್ಬುವ ಕಲ್ಲು ಅಗತ್ಯ ವಸ್ತುಗಳಾಗಿದ್ದವು. ಮಿಕ್ಸರ್ ಗ್ರೈಂಡರ್ ಬಂದ ನಂತರ ಕಲ್ಲಿನ ಸಾಮಗ್ರಿಗಳ ಬಳಕೆ ಕಡಿಮೆಯಾಗಿದೆ. ಆದರೆ ಆರೋಗ್ಯದ ದೃಷ್ಟಿಯಿಂದ ಕಲ್ಲಿನ ಸಾಮಗ್ರಿಗಳು ಉತ್ತಮ ಎಂಬ ಅರಿವು ಇದೀಗ ಮತ್ತೆ ಮೂಡುತ್ತಿದೆ. ಕಲ್ಲು ಕೆತ್ತನೆಯಲ್ಲಿ ತೊಡಗಿರುವ ಕುಟುಂಬಗಳಿಗೆ ಸೂಕ್ತ ತರಬೇತಿ, ಉಪಕರಣ ಹಾಗೂ ಮಾರುಕಟ್ಟೆ ವ್ಯವಸ್ಥೆ ಕಲ್ಪಿಸಿದರೆ ಈ ಕಲೆ ಉಳಿಯಲು ಸಾಧ್ಯ. ಸ್ಥಳೀಯ ಸಂಸ್ಥೆಗಳು ಹಾಗೂ ಸರ್ಕಾರ ಈ ನಿಟ್ಟಿನಲ್ಲಿ ಗಮನಹರಿಸಬೇಕಿದೆ. ಇಂತಹ ಶ್ರಮಜೀವಿಗಳಿಗೆ ಗೌರವ ನೀಡಬೇಕು ಎಂದು ಸ್ಥಳೀಯರು ಅಭಿಪ್ರಾಯಪಟ್ಟಿದ್ದಾರೆ.: [456, 2119, 876, 2196]
- byline: ಕನ್ನಡನಾಡು ವಾರ್ತೆ: [46, 193, 117, 206]
- schools-byline: [897, 2051, 1175, 2082]
- huliyar-headline-2: ಪೋಷಕ, ಶಿಕ್ಷಕರ ಸಮಿತಿಯ ಸಭೆ: [983, 171, 1387, 216]
- youth-headline: ಯುವ ಪೀಳಿಗೆ ಮಾನಸಿಕ ಆರೋಗ್ಯದತ್ತ ಗಮನಹರಿಸಲಿ: [46, 117, 777, 166]
- anjaneya-body-2: ಗುರುವಾರ ಅವರಿಗೆ ಮನವಿ ಸಲ್ಲಿಸಿದರು. ದೇವಸ್ಥಾನದ ಪ್ರಾಕಾರ ಮಂದಿರದಲ್ಲಿ ಸಂಸದರನ್ನು ಭೇಟಿ ನೀಡಿದ ಸಂದರ್ಭದಲ್ಲಿ ಶ್ರೀ ಆಂಜನೇಯ ದೇವಸ್ಥಾನವು ಪುರಾತನ ದೇವಸ್ಥಾನವಾಗಿದ್ದು 2020-2021ರ ಸಾಲಿನಲ್ಲಿ ನಗರೋತ್ಥಾನ ಯೋಜನೆಯಡಿಯಲ್ಲಿ ರಸ್ತೆ ಅಗಲೀಕರಣ ಸಂದರ್ಭದಲ್ಲಿ ದೇವಸ್ಥಾನದ ಕಟ್ಟಡವನ್ನು ತೆರವುಗೊಳಿಸಲಾಗಿತ್ತು.: [46, 1245, 329, 1306]
- pottery-photo: [256, 1870, 646, 2109]
- felicitation-photo-graphic: [248, 1442, 598, 1658]
- anjaneya-photo: [46, 996, 446, 1235]
